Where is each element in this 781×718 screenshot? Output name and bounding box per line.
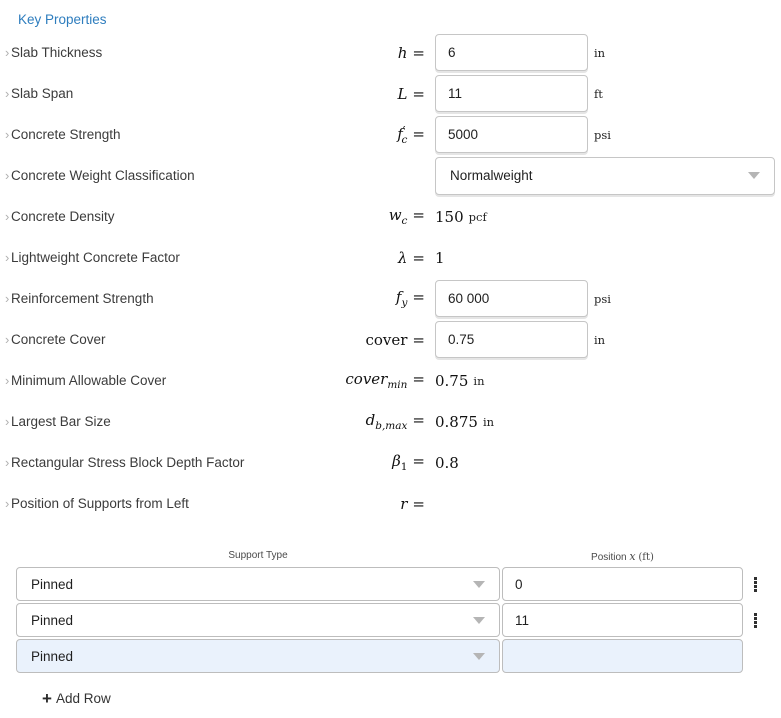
- property-symbol: $w_c$ =: [388, 206, 425, 227]
- support-type-select[interactable]: [16, 567, 500, 601]
- chevron-right-icon[interactable]: ›: [5, 291, 10, 306]
- position-input[interactable]: [502, 639, 743, 673]
- row-menu-button[interactable]: [743, 603, 767, 637]
- reinforcement-strength-input[interactable]: [435, 280, 588, 317]
- property-symbol: r =: [400, 494, 425, 513]
- chevron-right-icon[interactable]: ›: [5, 86, 10, 101]
- property-row-support-positions: [0, 483, 781, 524]
- column-header-support-type: Support Type: [228, 550, 288, 561]
- property-row-concrete-density: [0, 196, 781, 237]
- property-symbol: cover$_{min}$ =: [345, 370, 425, 391]
- kebab-icon: [754, 577, 757, 580]
- row-menu-button[interactable]: [743, 567, 767, 601]
- property-label: Concrete Cover: [11, 332, 106, 347]
- property-symbol: $f_y$ =: [395, 288, 425, 309]
- property-row-concrete-strength: [0, 114, 781, 155]
- unit-label: pcf: [468, 209, 487, 224]
- property-symbol: λ =: [397, 248, 425, 267]
- property-label: Concrete Strength: [11, 127, 121, 142]
- section-title[interactable]: Key Properties: [18, 12, 107, 27]
- support-row-new: [16, 639, 776, 673]
- property-symbol: $d_{b,max}$ =: [365, 411, 425, 432]
- static-value: 0.8: [435, 453, 459, 472]
- column-header-position: Position x (ft): [591, 550, 654, 563]
- property-label: Concrete Density: [11, 209, 115, 224]
- chevron-down-icon: [473, 617, 485, 624]
- property-row-lightweight-factor: [0, 237, 781, 278]
- property-row-largest-bar-size: [0, 401, 781, 442]
- property-label: Concrete Weight Classification: [11, 168, 195, 183]
- chevron-right-icon[interactable]: ›: [5, 209, 10, 224]
- static-value: 150: [435, 207, 464, 226]
- chevron-right-icon[interactable]: ›: [5, 45, 10, 60]
- selected-option: Pinned: [31, 648, 74, 664]
- property-symbol: L =: [397, 84, 425, 103]
- property-label: Largest Bar Size: [11, 414, 111, 429]
- plus-icon: +: [42, 689, 52, 708]
- unit-label: psi: [594, 291, 611, 306]
- properties-list: [0, 32, 781, 524]
- property-label: Position of Supports from Left: [11, 496, 189, 511]
- property-symbol: cover =: [365, 330, 425, 349]
- support-type-select[interactable]: [16, 639, 500, 673]
- property-row-concrete-cover: [0, 319, 781, 360]
- add-row-button[interactable]: [42, 690, 111, 707]
- slab-thickness-input[interactable]: [435, 34, 588, 71]
- static-value: 0.875: [435, 412, 478, 431]
- chevron-down-icon: [473, 581, 485, 588]
- kebab-icon: [754, 613, 757, 616]
- chevron-down-icon: [748, 172, 760, 179]
- static-value: 0.75: [435, 371, 469, 390]
- chevron-down-icon: [473, 653, 485, 660]
- concrete-weight-select[interactable]: [435, 157, 775, 195]
- chevron-right-icon[interactable]: ›: [5, 332, 10, 347]
- selected-option: Pinned: [31, 612, 74, 628]
- property-label: Slab Span: [11, 86, 74, 101]
- chevron-right-icon[interactable]: ›: [5, 168, 10, 183]
- property-row-reinforcement-strength: [0, 278, 781, 319]
- property-row-stress-block-factor: [0, 442, 781, 483]
- property-label: Lightweight Concrete Factor: [11, 250, 180, 265]
- chevron-right-icon[interactable]: ›: [5, 414, 10, 429]
- chevron-right-icon[interactable]: ›: [5, 496, 10, 511]
- concrete-cover-input[interactable]: [435, 321, 588, 358]
- unit-label: in: [594, 332, 606, 347]
- unit-label: ft: [594, 86, 603, 101]
- property-row-slab-thickness: [0, 32, 781, 73]
- position-input[interactable]: [502, 603, 743, 637]
- slab-span-input[interactable]: [435, 75, 588, 112]
- chevron-right-icon[interactable]: ›: [5, 127, 10, 142]
- property-label: Slab Thickness: [11, 45, 103, 60]
- unit-label: in: [594, 45, 606, 60]
- property-symbol: $\beta_1$ =: [392, 452, 425, 473]
- support-row: [16, 603, 776, 637]
- supports-table-header: [16, 550, 776, 563]
- supports-table: [16, 550, 776, 709]
- static-value: 1: [435, 248, 445, 267]
- property-row-minimum-cover: [0, 360, 781, 401]
- chevron-right-icon[interactable]: ›: [5, 250, 10, 265]
- property-label: Rectangular Stress Block Depth Factor: [11, 455, 245, 470]
- support-row: [16, 567, 776, 601]
- property-label: Minimum Allowable Cover: [11, 373, 167, 388]
- concrete-strength-input[interactable]: [435, 116, 588, 153]
- property-symbol: h =: [397, 43, 425, 62]
- property-symbol: $f'_c$ =: [397, 123, 425, 146]
- add-row-label: Add Row: [55, 691, 111, 706]
- support-type-select[interactable]: [16, 603, 500, 637]
- chevron-right-icon[interactable]: ›: [5, 455, 10, 470]
- selected-option: Normalweight: [450, 168, 533, 183]
- property-label: Reinforcement Strength: [11, 291, 154, 306]
- unit-label: in: [482, 414, 495, 429]
- unit-label: psi: [594, 127, 611, 142]
- chevron-right-icon[interactable]: ›: [5, 373, 10, 388]
- position-input[interactable]: [502, 567, 743, 601]
- property-row-slab-span: [0, 73, 781, 114]
- unit-label: in: [473, 373, 485, 388]
- selected-option: Pinned: [31, 576, 74, 592]
- property-row-weight-classification: [0, 155, 781, 196]
